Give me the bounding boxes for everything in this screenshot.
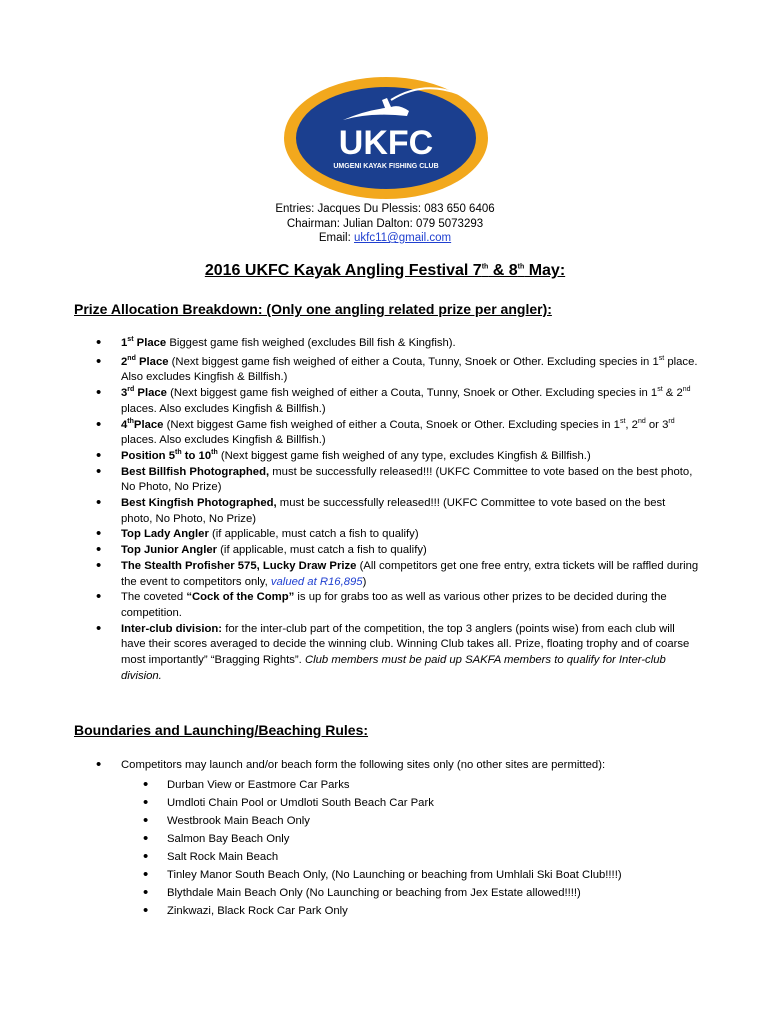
- prize-list: [74, 336, 699, 684]
- prize-item-4th: • 4thPlace (Next biggest Game fish weighed of either a Couta, Snoek or Other. Excluding species in 1st, 2nd or 3rd places. Also excludes Kingfish & Billfish.): [74, 418, 699, 449]
- contact-entries: Entries: Jacques Du Plessis: 083 650 6406: [275, 203, 495, 215]
- prize-item-billfish: • Best Billfish Photographed, must be successfully released!!! (UKFC Committee to vote based on the best photo, No Photo, No Prize): [74, 465, 699, 496]
- prize-item-lady: • Top Lady Angler (if applicable, must catch a fish to qualify): [74, 527, 699, 543]
- prize-item-stealth: • The Stealth Profisher 575, Lucky Draw Prize (All competitors get one free entry, extra tickets will be raffled during the event to competitors only, valued at R16,895): [74, 559, 699, 590]
- prize-item-junior: • Top Junior Angler (if applicable, must catch a fish to qualify): [74, 543, 699, 559]
- launch-list: [74, 758, 699, 920]
- prize-item-interclub: • Inter-club division: for the inter-club part of the competition, the top 3 anglers (points wise) from each club will have their scores averaged to decide the winning club. Winning Club takes all. Prize, floating trophy and of coarse most importantly” “Bragging Rights”. Club members must be paid up SAKFA members to qualify for Inter-club division.: [74, 622, 699, 685]
- contact-chairman: Chairman: Julian Dalton: 079 5073293: [286, 218, 484, 230]
- logo-sub-text: UMGENI KAYAK FISHING CLUB: [333, 163, 439, 170]
- email-label: Email:: [318, 232, 355, 244]
- sites-list: [121, 776, 699, 920]
- prize-item-2nd: • 2nd Place (Next biggest game fish weighed of either a Couta, Tunny, Snoek or Other. Excluding species in 1st place. Also excludes Kingfish & Billfish.): [74, 355, 699, 386]
- boundaries-heading: Boundaries and Launching/Beaching Rules:: [74, 722, 369, 738]
- prize-item-1st: • 1st Place Biggest game fish weighed (excludes Bill fish & Kingfish).: [74, 336, 699, 352]
- list-item: • Durban View or Eastmore Car Parks: [121, 776, 699, 794]
- list-item: • Salt Rock Main Beach: [121, 848, 699, 866]
- list-item: • Zinkwazi, Black Rock Car Park Only: [121, 902, 699, 920]
- contact-email-line: [0, 231, 770, 246]
- email-link[interactable]: ukfc11@gmail.com: [354, 232, 452, 244]
- list-item: • Umdloti Chain Pool or Umdloti South Beach Car Park: [121, 794, 699, 812]
- list-item: • Tinley Manor South Beach Only, (No Launching or beaching from Umhlali Ski Boat Club!!!!): [121, 866, 699, 884]
- list-item: • Blythdale Main Beach Only (No Launching or beaching from Jex Estate allowed!!!!): [121, 884, 699, 902]
- page-title: 2016 UKFC Kayak Angling Festival 7th & 8th May:: [204, 262, 566, 279]
- prize-item-kingfish: • Best Kingfish Photographed, must be successfully released!!! (UKFC Committee to vote based on the best photo, No Photo, No Prize): [74, 496, 699, 527]
- prize-item-5th-10th: • Position 5th to 10th (Next biggest game fish weighed of any type, excludes Kingfish & Billfish.): [74, 449, 699, 465]
- prize-item-cock: • The coveted “Cock of the Comp” is up for grabs too as well as various other prizes to be decided during the competition.: [74, 590, 699, 621]
- logo-main-text: UKFC: [338, 124, 434, 162]
- ukfc-logo: [283, 76, 489, 200]
- prize-heading: Prize Allocation Breakdown: (Only one angling related prize per angler):: [74, 301, 552, 317]
- list-item: • Westbrook Main Beach Only: [121, 812, 699, 830]
- prize-item-3rd: • 3rd Place (Next biggest game fish weighed of either a Couta, Tunny, Snoek or Other. Excluding species in 1st & 2nd places. Also excludes Kingfish & Billfish.): [74, 386, 699, 417]
- list-item: • Salmon Bay Beach Only: [121, 830, 699, 848]
- launch-intro: • Competitors may launch and/or beach form the following sites only (no other sites are permitted): • Durban View or Eastmore Car Parks • Umdloti Chain Pool or Umdloti South Beach Car Park • Westbrook Main Beach Only • Salmon Bay Beach Only • Salt Rock Main Beach • Tinley Manor South Beach Only, (No Launching or beaching from Umhlali Ski Boat Club!!!!) • Blythdale Main Beach Only (No Launching or beaching from Jex Estate allowed!!!!) • Zinkwazi, Black Rock Car Park Only: [74, 758, 699, 920]
